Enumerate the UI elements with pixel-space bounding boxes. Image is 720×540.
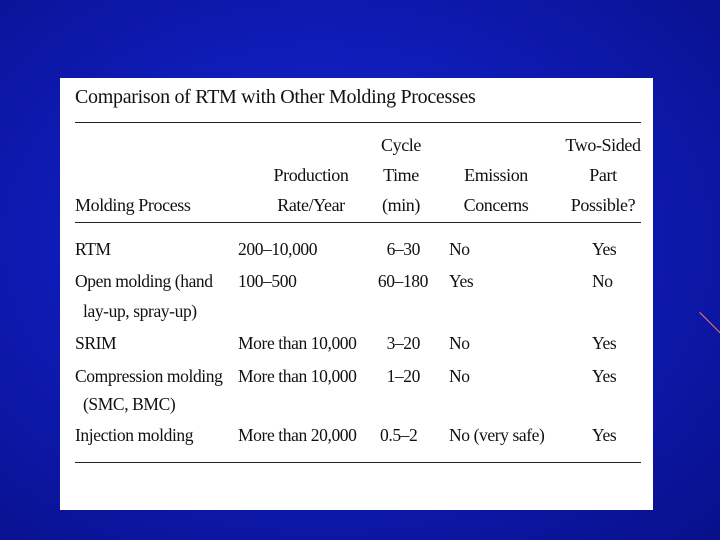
cell-cycle: 0.5–2 <box>380 425 418 445</box>
header-rule <box>75 222 641 223</box>
cell-cycle: 3–20 <box>386 333 420 353</box>
header-two-sided-part: Two-Sided Part Possible? <box>565 135 641 215</box>
cell-emission: No <box>449 366 470 386</box>
cell-cycle: 6–30 <box>386 239 420 259</box>
decorative-line <box>699 312 720 334</box>
cell-rate: 200–10,000 <box>238 239 318 259</box>
cell-process: Open molding (hand lay-up, spray-up) <box>75 271 213 321</box>
cell-rate: 100–500 <box>238 271 297 291</box>
cell-cycle: 60–180 <box>377 271 428 291</box>
cell-emission: No (very safe) <box>449 425 545 445</box>
cell-two-sided: Yes <box>592 333 617 353</box>
cell-rate: More than 20,000 <box>238 425 357 445</box>
bottom-rule <box>75 462 641 463</box>
cell-emission: No <box>449 333 470 353</box>
cell-two-sided: Yes <box>592 366 617 386</box>
cell-emission: Yes <box>449 271 474 291</box>
cell-two-sided: Yes <box>592 425 617 445</box>
cell-two-sided: No <box>592 271 613 291</box>
header-emission-concerns: Emission Concerns <box>463 165 529 215</box>
cell-cycle: 1–20 <box>386 366 420 386</box>
header-production-rate: Production Rate/Year <box>273 165 349 215</box>
header-molding-process: Molding Process <box>75 195 191 215</box>
cell-process: RTM <box>75 239 111 259</box>
cell-process: Compression molding (SMC, BMC) <box>75 366 223 414</box>
table-panel <box>60 78 653 510</box>
cell-two-sided: Yes <box>592 239 617 259</box>
cell-rate: More than 10,000 <box>238 366 357 386</box>
header-cycle-time: Cycle Time (min) <box>381 135 421 215</box>
cell-process: Injection molding <box>75 425 194 445</box>
cell-process: SRIM <box>75 333 117 353</box>
cell-rate: More than 10,000 <box>238 333 357 353</box>
top-rule <box>75 122 641 123</box>
cell-emission: No <box>449 239 470 259</box>
table-title: Comparison of RTM with Other Molding Processes <box>75 86 476 108</box>
